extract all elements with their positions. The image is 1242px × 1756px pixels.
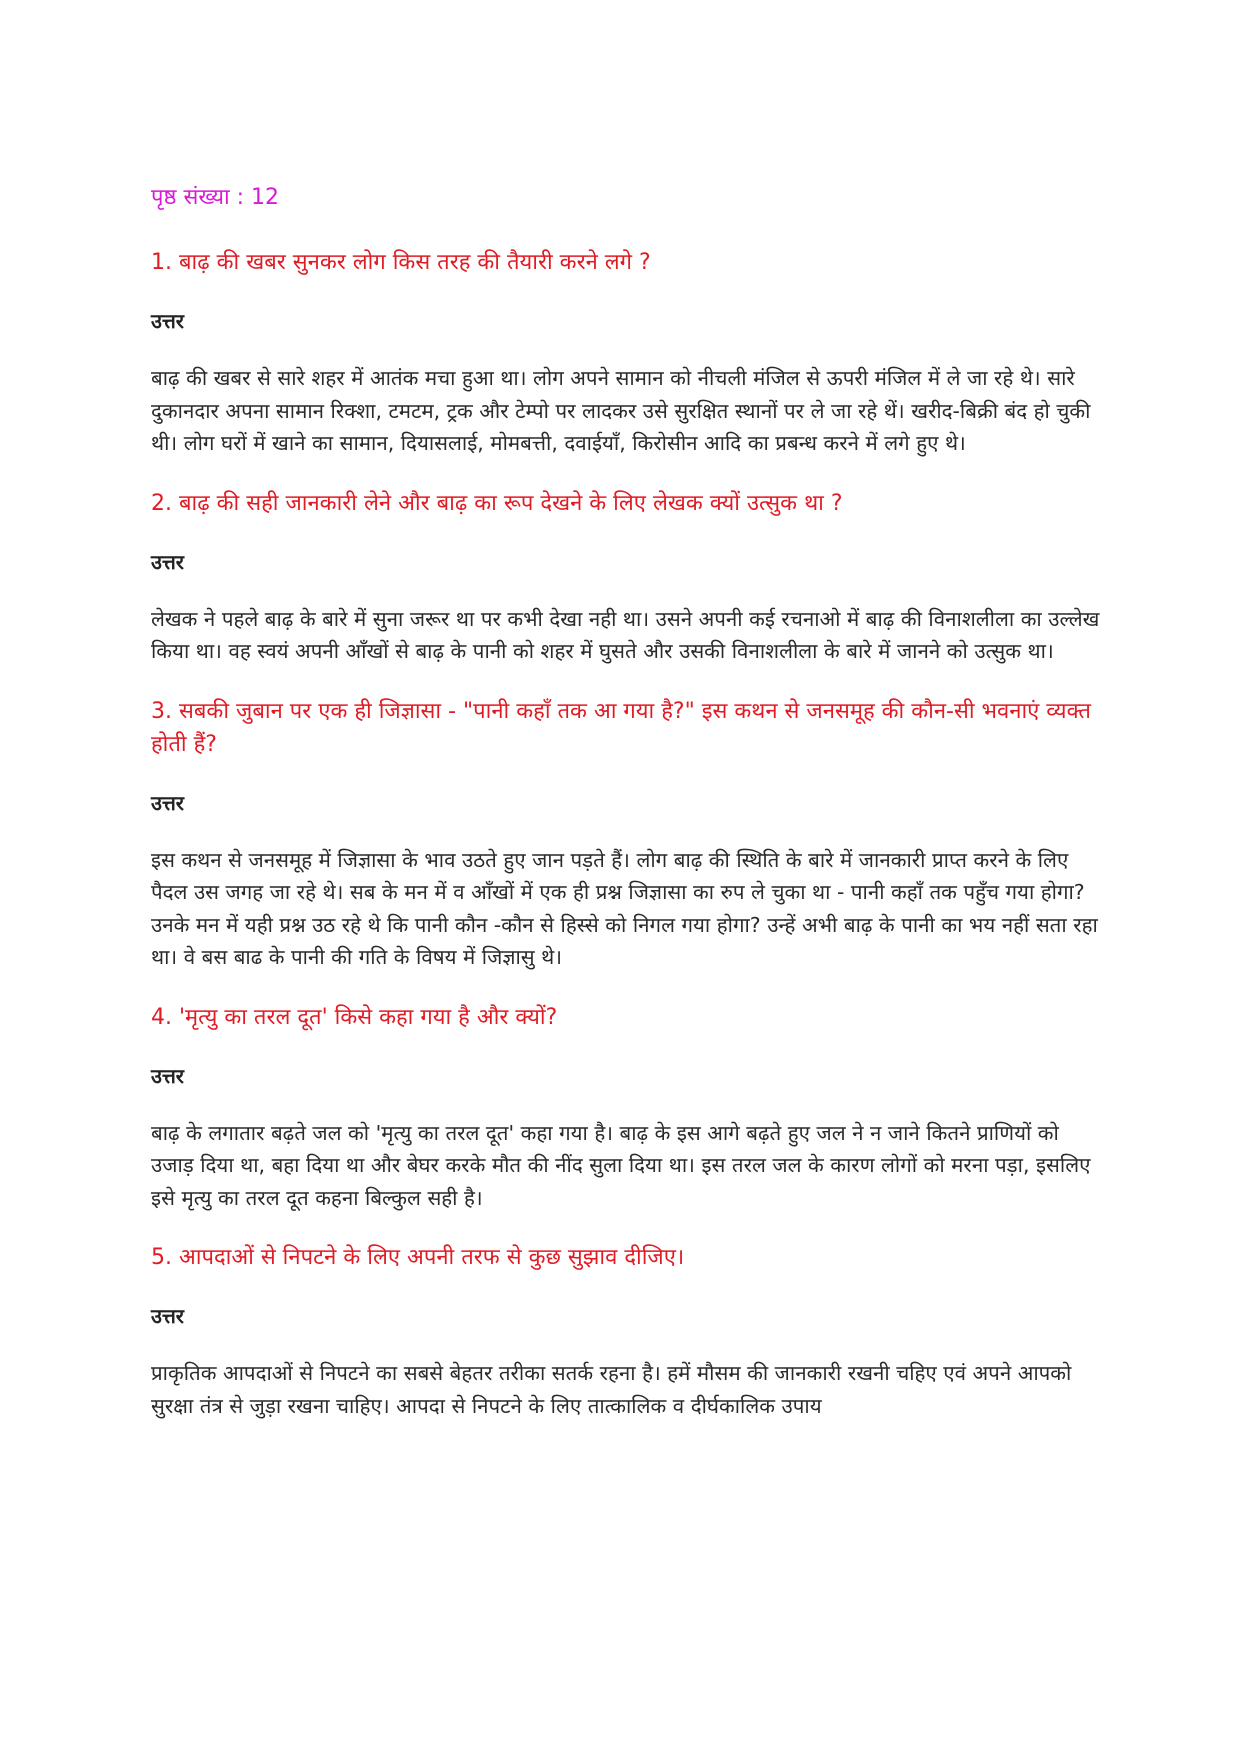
answer-label-1: उत्तर <box>151 309 184 333</box>
answer-label-3: उत्तर <box>151 790 184 815</box>
question-1: 1. बाढ़ की खबर सुनकर लोग किस तरह की तैयारी करने लगे ? <box>151 250 651 275</box>
answer-text-5: प्राकृतिक आपदाओं से निपटने का सबसे बेहतर तरीका सतर्क रहना है। हमें मौसम की जानकारी रखनी चहिए एवं अपने आपको सुरक्षा तंत्र से जुड़ा रखना चाहिए। आपदा से निपटने के लिए तात्कालिक व दीर्घकालिक उपाय <box>151 1361 1072 1418</box>
qa-item-3 <box>151 695 1101 974</box>
question-3: 3. सबकी जुबान पर एक ही जिज्ञासा - "पानी कहाँ तक आ गया है?" इस कथन से जनसमूह की कौन-सी भवनाएं व्यक्त होती हैं? <box>151 698 1091 757</box>
answer-text-2: लेखक ने पहले बाढ़ के बारे में सुना जरूर था पर कभी देखा नही था। उसने अपनी कई रचनाओ में बाढ़ की विनाशलीला का उल्लेख किया था। वह स्वयं अपनी आँखों से बाढ़ के पानी को शहर में घुसते और उसकी विनाशलीला के बारे में जानने को उत्सुक था। <box>151 606 1100 663</box>
page-number: पृष्ठ संख्या : 12 <box>151 185 280 210</box>
answer-text-4: बाढ़ के लगातार बढ़ते जल को 'मृत्यु का तरल दूत' कहा गया है। बाढ़ के इस आगे बढ़ते हुए जल ने न जाने कितने प्राणियों को उजाड़ दिया था, बहा दिया था और बेघर करके मौत की नींद सुला दिया था। इस तरल जल के कारण लोगों को मरना पड़ा, इसलिए इसे मृत्यु का तरल दूत कहना बिल्कुल सही है। <box>151 1120 1091 1210</box>
answer-text-1: बाढ़ की खबर से सारे शहर में आतंक मचा हुआ था। लोग अपने सामान को नीचली मंजिल से ऊपरी मंजिल में ले जा रहे थे। सारे दुकानदार अपना सामान रिक्शा, टमटम, ट्रक और टेम्पो पर लादकर उसे सुरक्षित स्थानों पर ले जा रहे थें। खरीद-बिक्री बंद हो चुकी थी। लोग घरों में खाने का सामान, दियासलाई, मोमबत्ती, दवाईयाँ, किरोसीन आदि का प्रबन्ध करने में लगे हुए थे। <box>151 366 1091 455</box>
answer-label-4: उत्तर <box>151 1063 184 1088</box>
qa-item-2 <box>151 487 1101 668</box>
question-5: 5. आपदाओं से निपटने के लिए अपनी तरफ से कुछ सुझाव दीजिए। <box>151 1245 685 1270</box>
answer-text-3: इस कथन से जनसमूह में जिज्ञासा के भाव उठते हुए जान पड़ते हैं। लोग बाढ़ की स्थिति के बारे में जानकारी प्राप्त करने के लिए पैदल उस जगह जा रहे थे। सब के मन में व आँखों में एक ही प्रश्न जिज्ञासा का रुप ले चुका था - पानी कहाँ तक पहुँच गया होगा? उनके मन में यही प्रश्न उठ रहे थे कि पानी कौन -कौन से हिस्से को निगल गया होगा? उन्हें अभी बाढ़ के पानी का भय नहीं सता रहा था। वे बस बाढ के पानी की गति के विषय में जिज्ञासु थे। <box>151 847 1098 969</box>
qa-item-1 <box>151 246 1101 460</box>
question-2: 2. बाढ़ की सही जानकारी लेने और बाढ़ का रूप देखने के लिए लेखक क्यों उत्सुक था ? <box>151 490 843 516</box>
answer-label-2: उत्तर <box>151 549 184 574</box>
qa-item-4 <box>151 1001 1101 1215</box>
qa-item-5 <box>151 1241 1101 1422</box>
answer-label-5: उत्तर <box>151 1304 184 1328</box>
question-4: 4. 'मृत्यु का तरल दूत' किसे कहा गया है और क्यों? <box>151 1004 558 1030</box>
document-page <box>151 183 1101 1449</box>
